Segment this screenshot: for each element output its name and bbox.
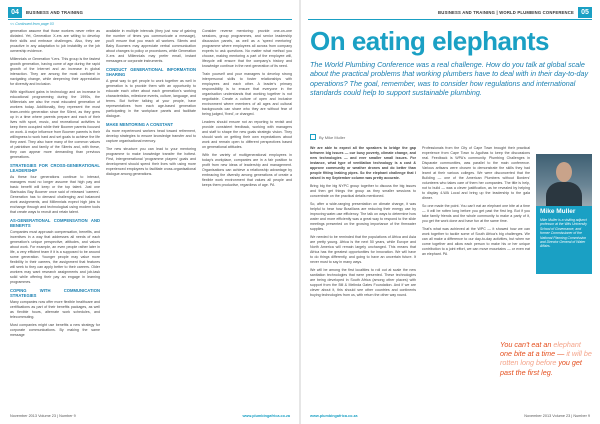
paragraph: Bring big the big NYPC group together to discuss the big issues and then get things the group as they smaller sessions to concentrate on the practical details mentioned. — [310, 184, 416, 198]
left-column-2 — [106, 29, 196, 180]
right-section-label: BUSINESS AND TRAINING | WORLD PLUMBING CONFERENCE — [438, 9, 574, 15]
subhead: STRATEGIES FOR CROSS-GENERATIONAL LEADERSHIP — [10, 163, 100, 173]
paragraph: With the variety of multigenerational employees in today's workplace, companies are in a fair position to profit from new ideas of leadership and management. Organisations can achieve a relationship advantage by embracing the diversity among generations of create a flexible work environment that values all people and keeps them productive, regardless of age. PA — [202, 153, 292, 187]
author-photo-body — [546, 182, 582, 206]
left-header — [8, 6, 87, 18]
article-standfirst: The World Plumbing Conference was a real challenge. How do you talk at global scale about the practical problems that working plumbers have to deal with in their day-to-day operations? The goal, remember, was to consider how regulations and international standards could help to support sustainable plumbing. — [310, 60, 589, 98]
left-page-number: 04 — [8, 7, 22, 18]
author-bio: Mike Muller is a visiting adjunct professor at the Wits University School of Governance, and former Commissioner of the National Planning Commission and Director General of Water Affairs. — [540, 218, 587, 249]
byline — [310, 134, 345, 140]
author-profile-box — [536, 154, 592, 274]
paragraph: As these four generations continue to interact, managers must no longer assume that high pay and basic benefit will keep or the top talent. Just one Starbucks Bay Boomer once said of released 'careers'. Generation has to demand challenging and balanced work assignments, and Millennials expect high jobs to exchange through and technological using modern tools that create ways to recruit and retain talent. — [10, 175, 100, 214]
subhead: MAKE MENTORING A CONSTANT — [106, 122, 173, 127]
footer-url-text[interactable]: www.plumbingafrica.co.za — [310, 414, 358, 418]
lead-paragraph: We are able to expect all the speakers to bridge the gap between big issues — our busy poverty, climate change, and new technologies — and ever smaller small issues. For instance, what type of ventilation technology is a cost & approve community or weather drones and do better than people fitting leaking pipes. So the elephant challenge that I raised in my September column was pretty accurate. — [310, 146, 416, 180]
paragraph: So one made the point. You can't eat an elephant one bite at a time — it will be rotten long before you get past the first leg. But if you take family friends and the whole community to make a party of it, you get the work done and have fun at the same time. — [422, 204, 530, 223]
pull-quote-part: you get past the first leg. — [500, 358, 582, 377]
pull-quote-highlight: it will be rotten long before — [500, 349, 592, 368]
paragraph: Professionals from the City of Cape Town brought their practical experience from Cape Town to Agulhas to keep the discussions real. Feedback is WPA's community. Plumbing Challenges in Disparate communities, was parallel to the main conference. Various artisans were chosen to demonstrate the skills they had learnt at their various colleges. We were disconcerted that the Building — one of the American Plumbers without Borders' volunteers who takes care of them her companies. The title is help, not to build — was a clever justification, as he revealed by helping to display 4-WA Local and bring up the leadership to the gala dinner. — [422, 146, 530, 200]
pull-quote-part: one bite at a time — — [500, 349, 567, 359]
pull-quote-highlight: elephant — [553, 340, 581, 349]
paragraph: Companies must approach compensation, benefits, and incentives in a way that addresses all needs of each generation's unique perspective, attitudes, and values about work. For example, an even people rather later in life, a very efficient team if it is a supposed to be around some generation. Younger people may value more flexibility in their careers, the assignment that features will seek to they can apply better to their careers. Older workers may want research assignments and job-task solid while offering their pay an engage in learning programmes. — [10, 230, 100, 284]
right-column-1 — [310, 146, 416, 301]
paragraph: We will be among the first localities to roll out at scale the new sanitation technologies that were presented. These technologies are being developed in South Africa (among other places) with support from the Bill & Melinda Gates Foundation. And if we are clever about it, this should see other countries and continents buying technologies from us, with return the other way round. — [310, 268, 416, 297]
paragraph: available in multiple intervals (they just now of gaining the number of times you communicate a message), you'll ensure that you reach all workers. Silents and Baby Boomers may appreciate verbal communication about changes to policy or procedures, while Generation X-ers and Millennials may prefer email, instant messages or corporate instruments. — [106, 29, 196, 63]
byline-text: By Mike Muller — [319, 134, 346, 140]
subhead: CONDUCT GENERATIONAL INFORMATION SHARING — [106, 67, 196, 77]
right-header-rule — [308, 19, 592, 20]
paragraph: So, after a wide-ranging presentation on climate change, it was helpful to hear how Brazilians are reducing their energy use by improving water-use efficiency. The talk on ways to determine how water and more efficiently was a great way to respond to the slide meetings presented on the growing importance of the firmwater supplies. — [310, 202, 416, 231]
paragraph: Leaders should ensure not an reporting to revisit and provide consistent feedback, working with managers and staff to shape the new goals strategic vision. They should work on getting their own expectations about work and remain open to different perspectives based on generational attitudes. — [202, 120, 292, 149]
author-photo-head — [556, 162, 572, 182]
subhead: AS-GENERATIONAL COMPENSATION AND BENEFITS — [10, 218, 100, 228]
footer-url-text[interactable]: www.plumbingafrica.co.za — [242, 414, 290, 418]
right-column-2 — [422, 146, 530, 260]
paragraph: That's what was achieved at the WPC — it showed how we can work together to tackle some of South Africa's big challenges. We can all make a difference to our day-to-day activities, but when we come together and allow each person to make his or her unique contribution to a joint effort, we can move mountains — or even eat an elephant. PA — [422, 227, 530, 256]
left-column-3 — [202, 29, 292, 191]
left-column-1 — [10, 29, 100, 341]
paragraph: Consider reverse mentoring: provide one-on-one sessions, group programmes, and senior leadership discussion panels, as well as a 'speed mentoring' programme where employees all across from company experts to ask questions. No matter what method you choose, making mentoring a part of the employee will, lifecycle will ensure that the company's history and knowledge continue in the next generation of its need. — [202, 29, 292, 68]
right-footer-url[interactable] — [310, 414, 358, 418]
left-footer-date: November 2013 Volume 23 | Number 9 — [10, 414, 76, 418]
paragraph: Train yourself and your managers to develop strong interpersonal skills to foster relationships with employees and each other. A leader's primary responsibility is to ensure that everyone in the organisation understands that working together is not negotiable. Create a culture of open and inclusive environment where members of all ages and cultural backgrounds can share who they are without fear of being judged, 'fixed', or changed. — [202, 72, 292, 116]
right-header — [434, 6, 592, 18]
paragraph: A great way to get people to work together as well in generation is to provide them with an opportunity to educate each other about each generation's working characteristics, milestone events, culture, language, and terms. But further talking at your people, have representatives from each age-based generation participating in the workplace panels and facilitate dialogue. — [106, 79, 196, 118]
continued-note: << Continued from page 03 — [10, 22, 54, 26]
paragraph: The new structure you can lead to your mentoring programme to make knowledge transfer the hottest. First, intergenerational 'programme players' goals and development should spend their lives with using more experienced employees to facilitate cross-organisational dialogue among generations. — [106, 147, 196, 176]
subhead: COPING WITH COMMUNICATION STRATEGIES — [10, 288, 100, 298]
author-name: Mike Muller — [540, 208, 576, 215]
pull-quote — [500, 340, 594, 377]
pull-quote-part: You can't eat an — [500, 340, 554, 349]
right-page — [300, 0, 600, 424]
paragraph: Millennials or Generation Y-ers. This group is the fastest growth generation, having come of age during the rapid growth of the Internet and an increase in global interaction. They are among the most confident in navigating change, while deepening their appreciation for diversity and inclusion. — [10, 57, 100, 86]
paragraph: With significant gains in technology and an increase in educational programming during the 1990s, the Millennials are also the most educated generation of workers today. Additionally, they represent the most team-centric generation since the Silent, as they grew up in a time where parents prepare and each of their lives with sport, music, and recreational activities to keep them occupied while their Boomer parents focused on work. A major influence from Boomer parents is their willingness to work hard and set goals to achieve the life they want. They also have many of the common values of patriotism and family of the Silents and, with these, they can appear more demanding than previous generations. — [10, 90, 100, 159]
paragraph: Many companies now offer more flexible healthcare and certifications as part of their benefits packages, as well as flexible hours, alternate work schedules, and telecommuting. — [10, 300, 100, 319]
author-photo — [536, 154, 592, 206]
left-header-rule — [8, 19, 292, 20]
left-section-label: BUSINESS AND TRAINING — [26, 9, 84, 15]
paragraph: generation assume that those workers never retire as dictated. Yet, Generation X-ers are willing to develop their skills and embrace challenges. Also, they are proactive in any adaptation to job instability or the job ownership evidence. — [10, 29, 100, 53]
paragraph: Most companies might use benefits a new strategy for corporate communications. By making the same message — [10, 323, 100, 337]
byline-icon — [310, 134, 316, 140]
left-footer-url[interactable] — [242, 414, 290, 418]
right-page-number: 05 — [578, 7, 592, 18]
paragraph: As more experienced workers head toward retirement, develop strategies to ensure knowledge transfer and to capture organisational memory. — [106, 129, 196, 143]
article-title: On eating elephants — [310, 26, 549, 56]
right-footer-date: November 2013 Volume 23 | Number 9 — [524, 414, 590, 418]
paragraph: We needed to be reminded that the populations of Africa and Asia are pretty young. Africa is the next 50 years, while Europe and North America will remain largely unchanged. This means that Africa has the greatest opportunities for innovation. We will have to do things differently, and going to have an uncertain future. It never must to say in many ways. — [310, 235, 416, 264]
